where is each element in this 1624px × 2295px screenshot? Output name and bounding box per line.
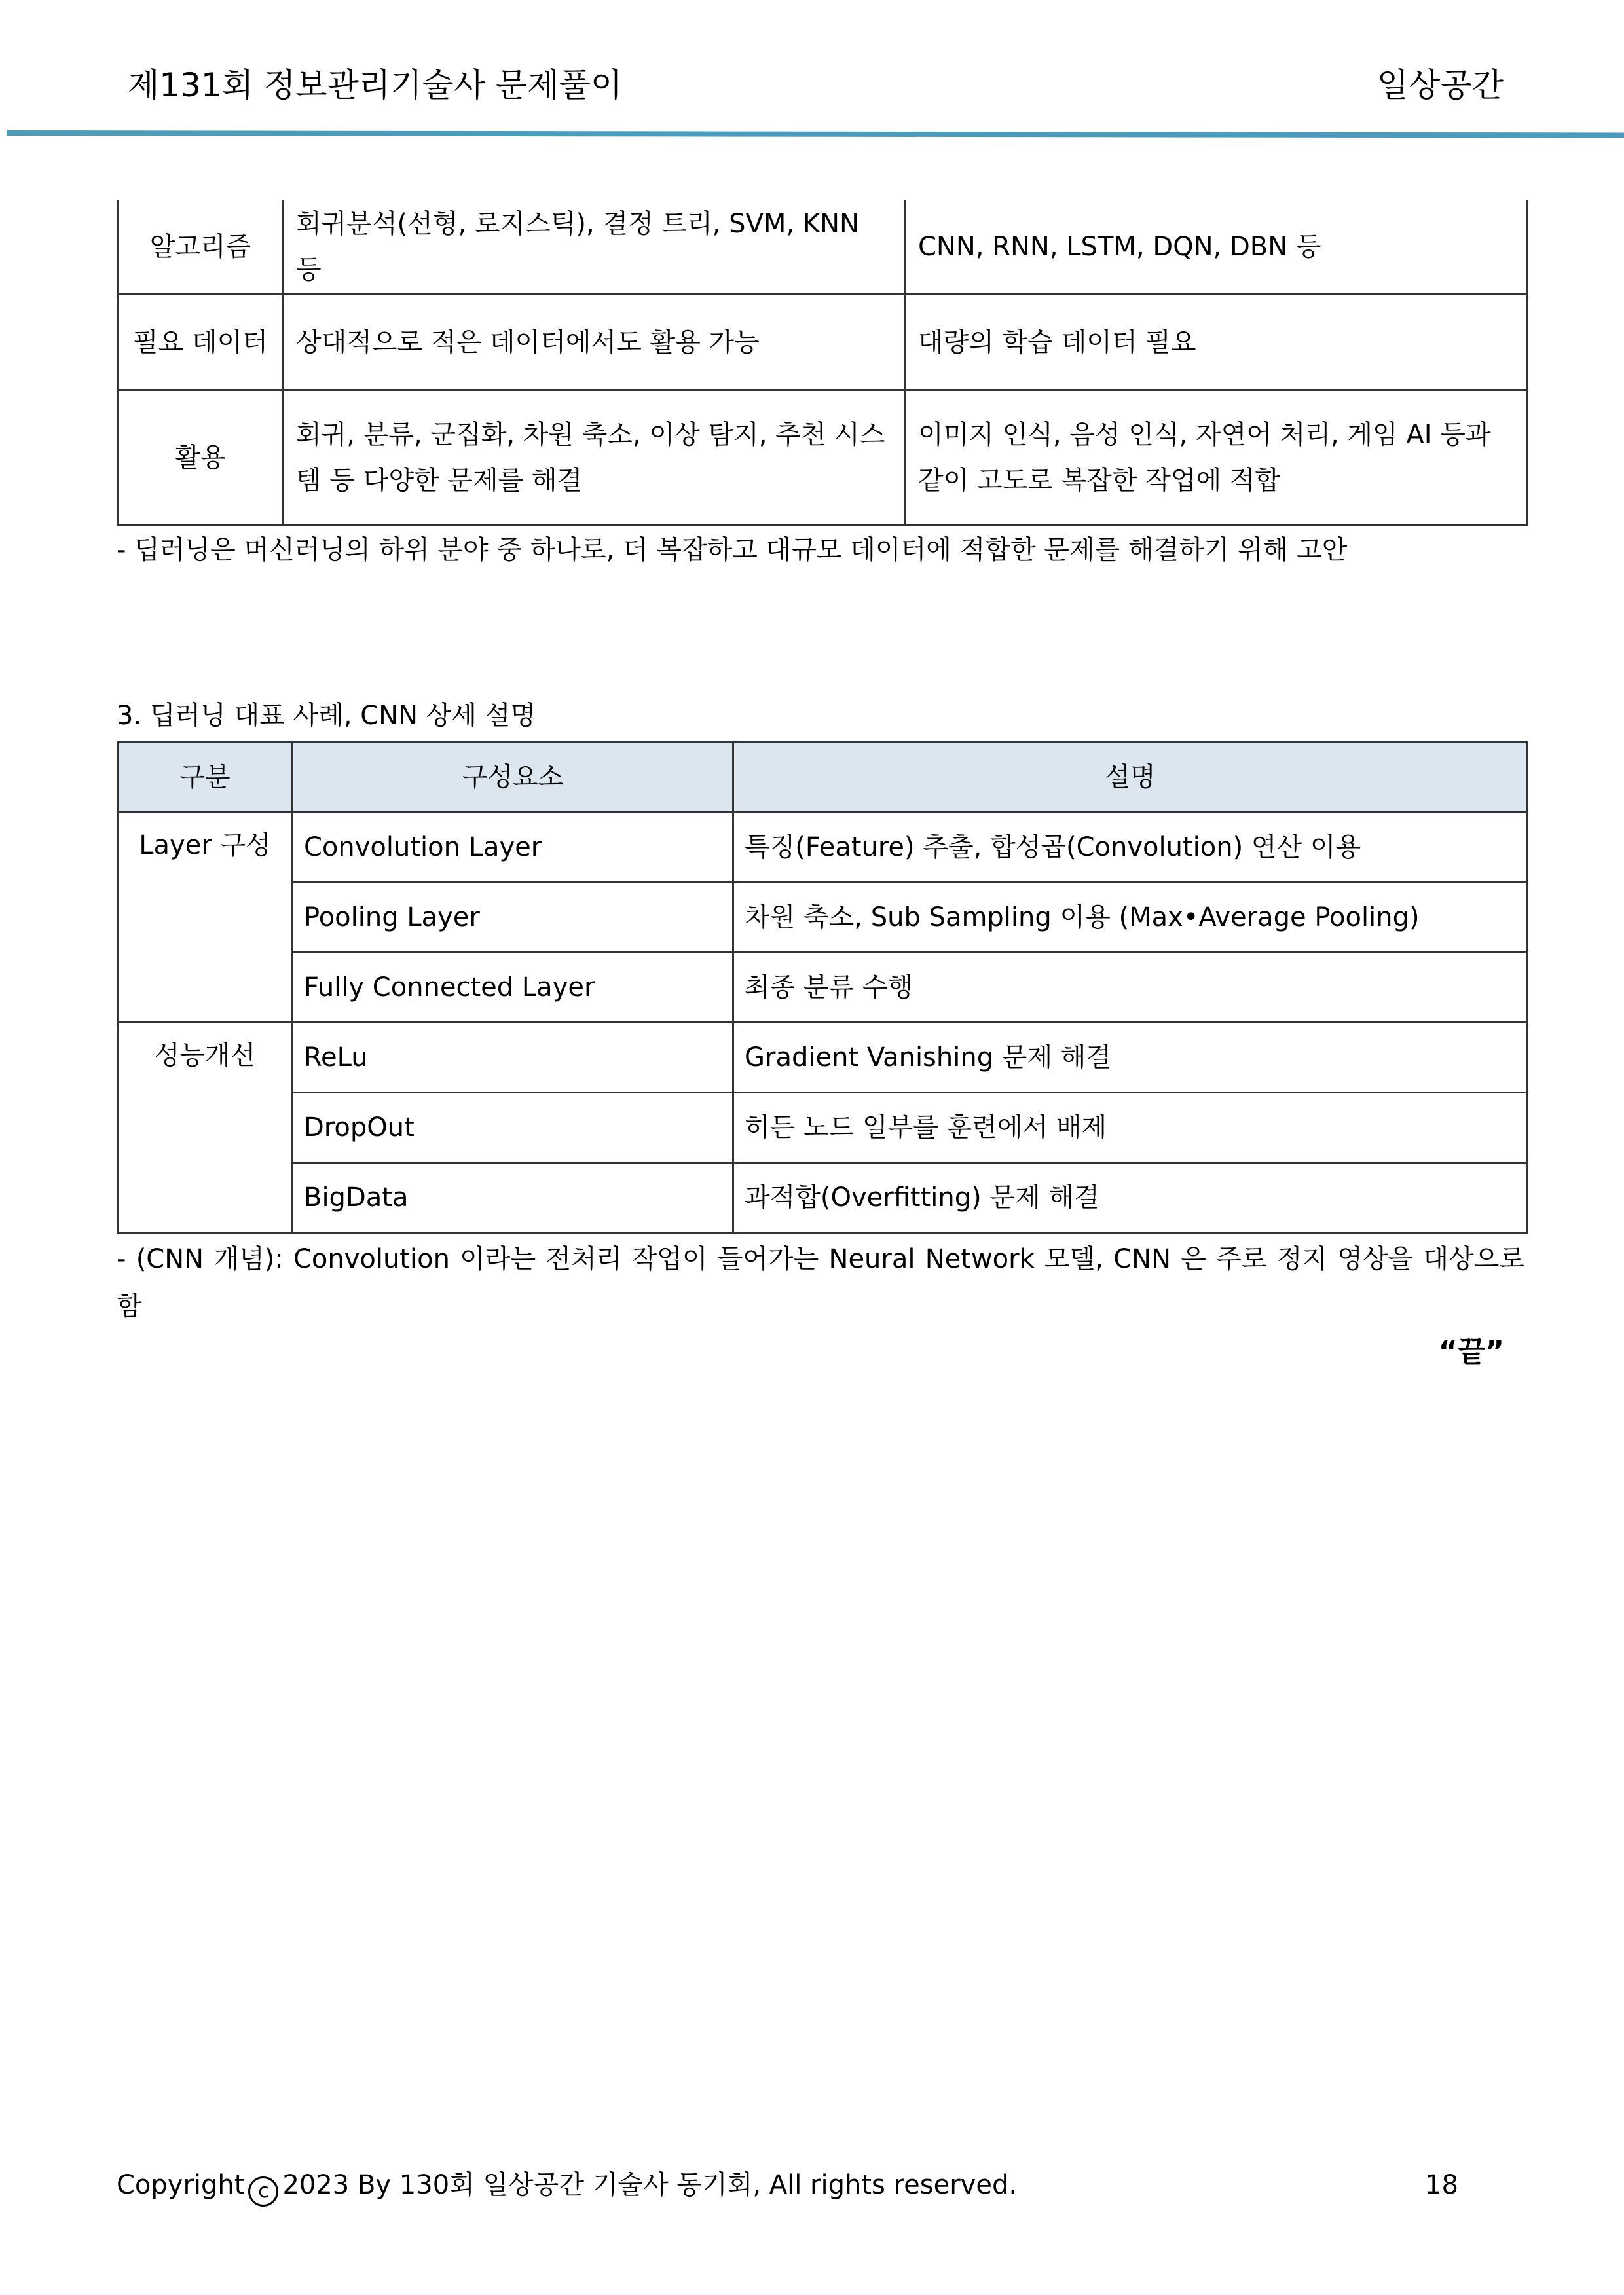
cnn-detail-table bbox=[117, 741, 1528, 1234]
copyright-label: Copyright bbox=[117, 2170, 245, 2200]
table-row bbox=[118, 813, 1528, 883]
table-row bbox=[118, 1163, 1528, 1233]
table-row bbox=[118, 883, 1528, 953]
dl-usage-cell: 이미지 인식, 음성 인식, 자연어 처리, 게임 AI 등과 같이 고도로 복잡한 작업에 적합 bbox=[906, 390, 1528, 525]
description-cell: 차원 축소, Sub Sampling 이용 (Max•Average Pooling) bbox=[733, 883, 1528, 953]
category-performance: 성능개선 bbox=[118, 1023, 293, 1233]
table-row bbox=[118, 390, 1528, 525]
cnn-concept-note: - (CNN 개념): Convolution 이라는 전처리 작업이 들어가는 Neural Network 모델, CNN 은 주로 정지 영상을 대상으로 함 bbox=[117, 1244, 1524, 1321]
header-divider bbox=[7, 130, 1624, 138]
ml-data-cell: 상대적으로 적은 데이터에서도 활용 가능 bbox=[284, 295, 906, 390]
row-label-data: 필요 데이터 bbox=[118, 295, 284, 390]
component-cell: ReLu bbox=[293, 1023, 733, 1093]
table-header-row bbox=[118, 742, 1528, 813]
component-cell: DropOut bbox=[293, 1093, 733, 1163]
brand-name: 일상공간 bbox=[1376, 66, 1504, 104]
row-label-algorithm: 알고리즘 bbox=[118, 200, 284, 295]
section-heading: 3. 딥러닝 대표 사례, CNN 상세 설명 bbox=[117, 701, 536, 731]
category-layer: Layer 구성 bbox=[118, 813, 293, 1023]
description-cell: Gradient Vanishing 문제 해결 bbox=[733, 1023, 1528, 1093]
end-mark: “끝” bbox=[1438, 1335, 1504, 1368]
copyright-text: 2023 By 130회 일상공간 기술사 동기회, All rights reserved. bbox=[282, 2170, 1018, 2200]
dl-algorithm-cell: CNN, RNN, LSTM, DQN, DBN 등 bbox=[906, 200, 1528, 295]
header-component: 구성요소 bbox=[293, 742, 733, 813]
component-cell: Pooling Layer bbox=[293, 883, 733, 953]
description-cell: 과적합(Overfitting) 문제 해결 bbox=[733, 1163, 1528, 1233]
document-title: 제131회 정보관리기술사 문제풀이 bbox=[128, 66, 623, 104]
table-row bbox=[118, 953, 1528, 1023]
component-cell: Fully Connected Layer bbox=[293, 953, 733, 1023]
copyright-icon: c bbox=[248, 2176, 278, 2207]
component-cell: Convolution Layer bbox=[293, 813, 733, 883]
description-cell: 히든 노드 일부를 훈련에서 배제 bbox=[733, 1093, 1528, 1163]
ml-usage-cell: 회귀, 분류, 군집화, 차원 축소, 이상 탐지, 추천 시스템 등 다양한 문제를 해결 bbox=[284, 390, 906, 525]
header-category: 구분 bbox=[118, 742, 293, 813]
description-cell: 특징(Feature) 추출, 합성곱(Convolution) 연산 이용 bbox=[733, 813, 1528, 883]
page-number: 18 bbox=[1425, 2170, 1458, 2200]
table-row bbox=[118, 1093, 1528, 1163]
dl-data-cell: 대량의 학습 데이터 필요 bbox=[906, 295, 1528, 390]
description-cell: 최종 분류 수행 bbox=[733, 953, 1528, 1023]
table-row bbox=[118, 200, 1528, 295]
ml-dl-comparison-table bbox=[117, 200, 1528, 526]
component-cell: BigData bbox=[293, 1163, 733, 1233]
page-footer bbox=[117, 2162, 1017, 2208]
header-description: 설명 bbox=[733, 742, 1528, 813]
deep-learning-note: - 딥러닝은 머신러닝의 하위 분야 중 하나로, 더 복잡하고 대규모 데이터에 적합한 문제를 해결하기 위해 고안 bbox=[117, 535, 1348, 565]
row-label-usage: 활용 bbox=[118, 390, 284, 525]
table-row bbox=[118, 295, 1528, 390]
ml-algorithm-cell: 회귀분석(선형, 로지스틱), 결정 트리, SVM, KNN 등 bbox=[284, 200, 906, 295]
table-row bbox=[118, 1023, 1528, 1093]
